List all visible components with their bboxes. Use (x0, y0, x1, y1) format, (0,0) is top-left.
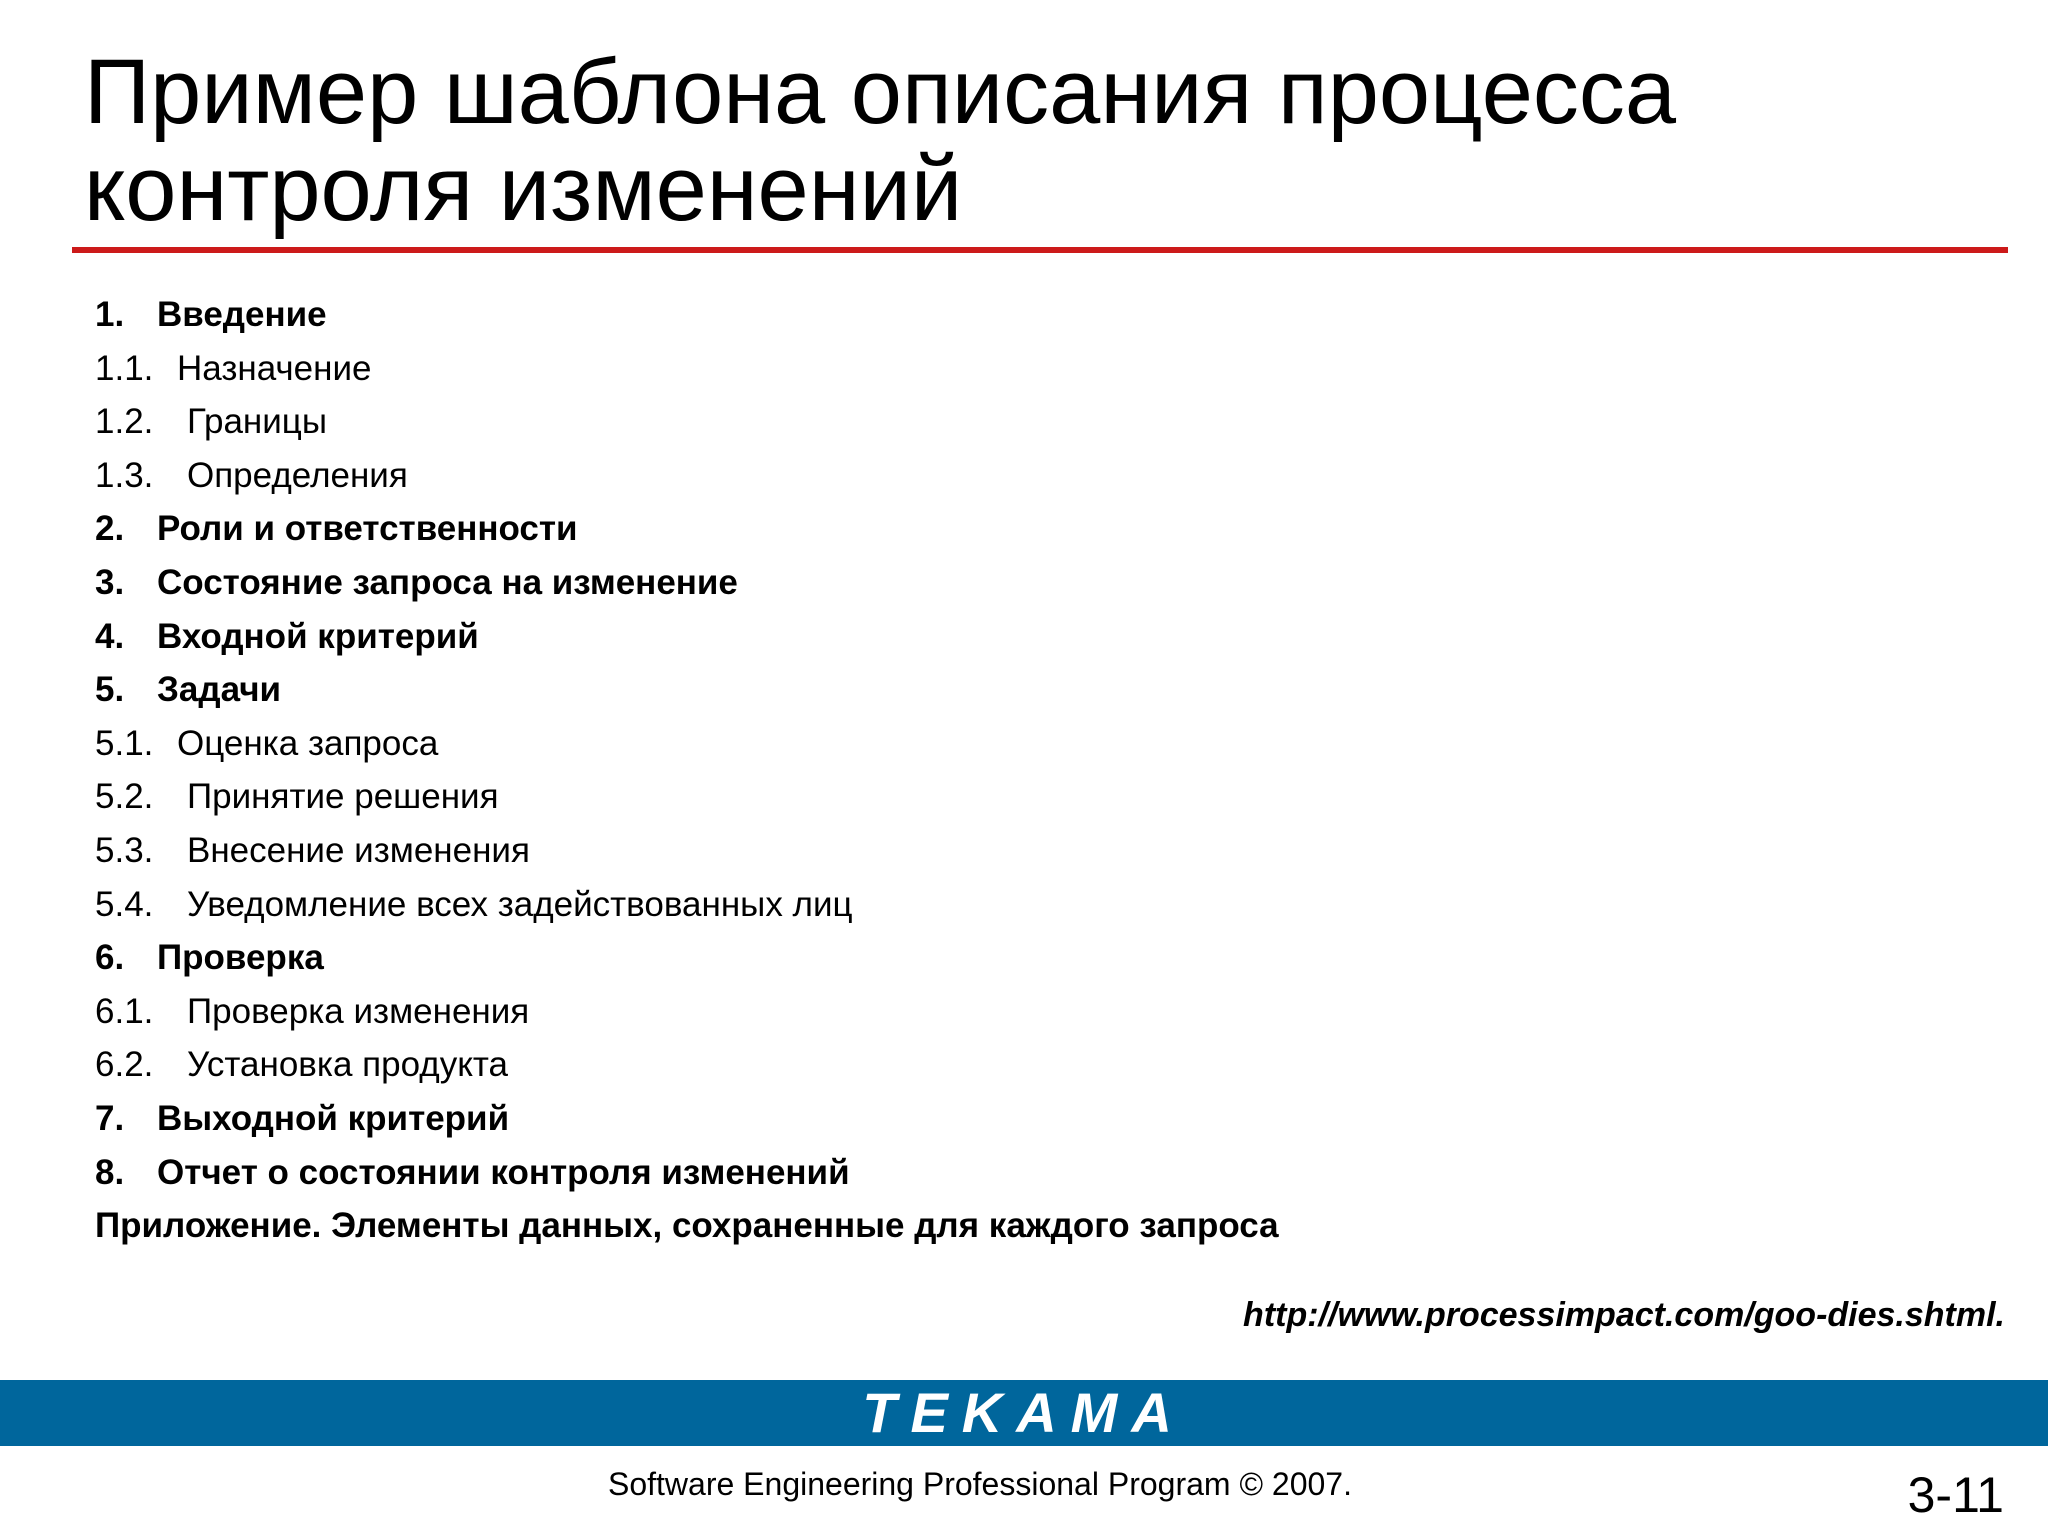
toc-item-text: Назначение (177, 348, 372, 388)
toc-item-text: Принятие решения (187, 777, 499, 817)
toc-item (95, 824, 1279, 878)
toc-item-number: 1.1. (95, 348, 154, 388)
toc-item-number: 6.1. (95, 991, 154, 1031)
slide-title (84, 41, 1984, 240)
toc-item-number: 5.4. (95, 884, 154, 924)
toc-item-number: 6. (95, 938, 125, 978)
toc-item (95, 288, 1279, 342)
toc-item (95, 1146, 1279, 1200)
toc-item (95, 556, 1279, 610)
toc-item-number: 5.2. (95, 777, 154, 817)
toc-item-number: 1.2. (95, 402, 154, 442)
toc-item-number: 5. (95, 670, 125, 710)
toc-item-text: Выходной критерий (157, 1098, 510, 1138)
toc-item-text: Состояние запроса на изменение (157, 562, 738, 602)
toc-item-text: Проверка (157, 938, 324, 978)
toc-item-number: 1. (95, 295, 125, 334)
toc-item-number: 7. (95, 1098, 125, 1138)
toc-item-text: Проверка изменения (187, 991, 530, 1031)
toc-item (95, 342, 1279, 396)
toc-item-number: 5.3. (95, 830, 154, 870)
slide-title-line: Пример шаблона описания процесса (84, 41, 1677, 143)
toc-item-text: Границы (187, 402, 327, 442)
toc-item (95, 449, 1279, 503)
brand-logo-text: TEKAMA (862, 1381, 1186, 1444)
toc-item-number: 6.2. (95, 1045, 154, 1085)
toc-item (95, 1092, 1279, 1146)
slide-title-line: контроля изменений (84, 138, 963, 240)
toc-item-text: Входной критерий (157, 616, 479, 656)
table-of-contents (95, 288, 1279, 1253)
toc-item-text: Внесение изменения (187, 830, 530, 870)
toc-item-text: Оценка запроса (177, 723, 439, 763)
toc-item (95, 770, 1279, 824)
toc-item-number: 1.3. (95, 455, 154, 495)
toc-item-text: Задачи (157, 670, 282, 710)
page-number: 3-11 (1907, 1467, 2004, 1523)
toc-item-text: Отчет о состоянии контроля изменений (157, 1152, 850, 1192)
toc-appendix (95, 1199, 1279, 1253)
toc-item (95, 395, 1279, 449)
footer-copyright: Software Engineering Professional Program © 2007. (608, 1466, 1352, 1502)
toc-item-text: Роли и ответственности (157, 509, 578, 549)
toc-item-text: Установка продукта (187, 1045, 508, 1085)
toc-item (95, 931, 1279, 985)
toc-item (95, 878, 1279, 932)
toc-item-number: 5.1. (95, 723, 154, 763)
toc-item (95, 610, 1279, 664)
toc-item (95, 663, 1279, 717)
toc-item (95, 985, 1279, 1039)
source-url: http://www.processimpact.com/goo-dies.shtml. (1243, 1296, 2005, 1334)
toc-item-number: 2. (95, 509, 125, 549)
toc-item (95, 502, 1279, 556)
toc-item-number: 3. (95, 562, 125, 602)
toc-item-text: Уведомление всех задействованных лиц (187, 884, 853, 924)
toc-item-number: 8. (95, 1152, 125, 1192)
toc-item (95, 1038, 1279, 1092)
toc-item-text: Определения (187, 455, 408, 495)
title-divider (72, 247, 2008, 253)
toc-item-text: Приложение. Элементы данных, сохраненные для каждого запроса (95, 1206, 1279, 1246)
toc-item-number: 4. (95, 616, 125, 656)
toc-item (95, 717, 1279, 771)
toc-item-text: Введение (157, 295, 327, 334)
